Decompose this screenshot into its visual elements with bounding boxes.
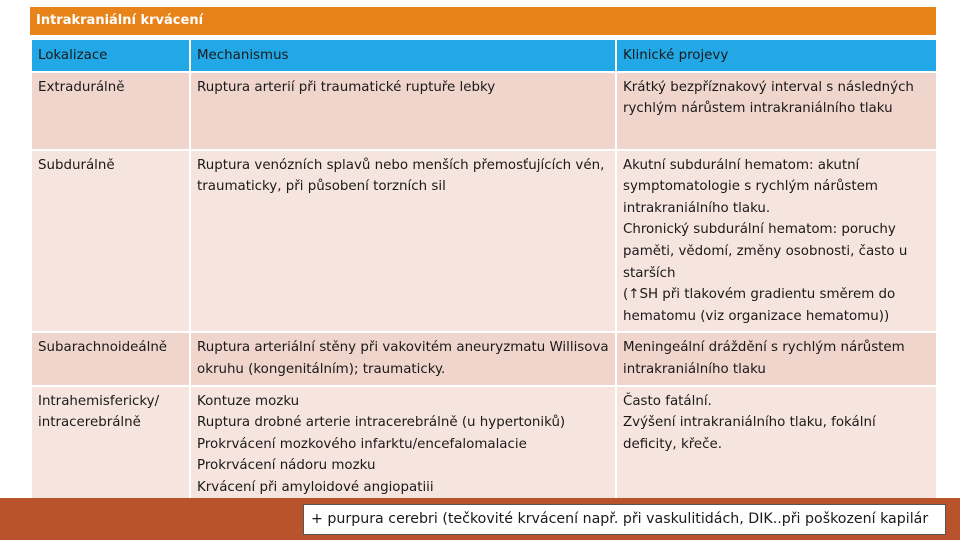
footnote-box: + purpura cerebri (tečkovité krvácení např. při vaskulitidách, DIK..při poškození kapilár	[303, 504, 946, 535]
cell-text: Ruptura venózních splavů nebo menších přemosťujících vén, traumaticky, při působení torzních sil	[197, 157, 605, 195]
cell-clinical	[616, 332, 937, 385]
cell-text: Ruptura arteriální stěny při vakovitém aneuryzmatu Willisova okruhu (kongenitálním); traumaticky.	[197, 340, 609, 377]
cell-location	[31, 332, 190, 385]
cell-mechanism	[190, 386, 616, 504]
cell-mechanism	[190, 150, 616, 333]
hemorrhage-table	[30, 38, 938, 505]
cell-text: Prokrvácení nádoru mozku	[197, 458, 376, 474]
cell-text: Intrahemisfericky/ intracerebrálně	[38, 393, 160, 431]
column-header-location: Lokalizace	[31, 39, 190, 72]
cell-location	[31, 72, 190, 150]
column-header-mechanism: Mechanismus	[190, 39, 616, 72]
table-row-intracerebral	[31, 386, 937, 504]
cell-clinical	[616, 386, 937, 504]
cell-text: Často fatální.	[623, 393, 712, 409]
cell-location	[31, 150, 190, 333]
cell-text: Kontuze mozku	[197, 393, 300, 409]
table-row-subdural	[31, 150, 937, 333]
cell-mechanism	[190, 332, 616, 385]
cell-text: Extradurálně	[38, 79, 125, 95]
cell-text: Prokrvácení mozkového infarktu/encefalomalacie	[197, 436, 527, 452]
cell-text: Zvýšení intrakraniálního tlaku, fokální deficity, křeče.	[623, 415, 876, 452]
cell-text: Subdurálně	[38, 157, 115, 173]
table-header-row	[31, 39, 937, 72]
cell-text: Krvácení při amyloidové angiopatiii	[197, 479, 434, 495]
cell-text: Chronický subdurální hematom: poruchy paměti, vědomí, změny osobnosti, často u starších	[623, 222, 908, 281]
cell-location	[31, 386, 190, 504]
cell-text: Subarachnoideálně	[38, 340, 168, 356]
cell-text: Ruptura arterií při traumatické ruptuře lebky	[197, 79, 496, 95]
cell-clinical	[616, 72, 937, 150]
cell-text: Krátký bezpříznakový interval s následných rychlým nárůstem intrakraniálního tlaku	[623, 79, 914, 117]
column-header-clinical: Klinické projevy	[616, 39, 937, 72]
slide-title: Intrakraniální krvácení	[30, 7, 936, 35]
table-row-extradural	[31, 72, 937, 150]
table-row-subarachnoid	[31, 332, 937, 385]
cell-text: Akutní subdurální hematom: akutní symptomatologie s rychlým nárůstem intrakraniálního tlaku.	[623, 157, 878, 216]
cell-text: (↑SH při tlakovém gradientu směrem do hematomu (viz organizace hematomu))	[623, 287, 896, 324]
cell-text: Meningeální dráždění s rychlým nárůstem intrakraniálního tlaku	[623, 340, 905, 377]
cell-clinical	[616, 150, 937, 333]
cell-mechanism	[190, 72, 616, 150]
cell-text: Ruptura drobné arterie intracerebrálně (u hypertoniků)	[197, 415, 566, 431]
